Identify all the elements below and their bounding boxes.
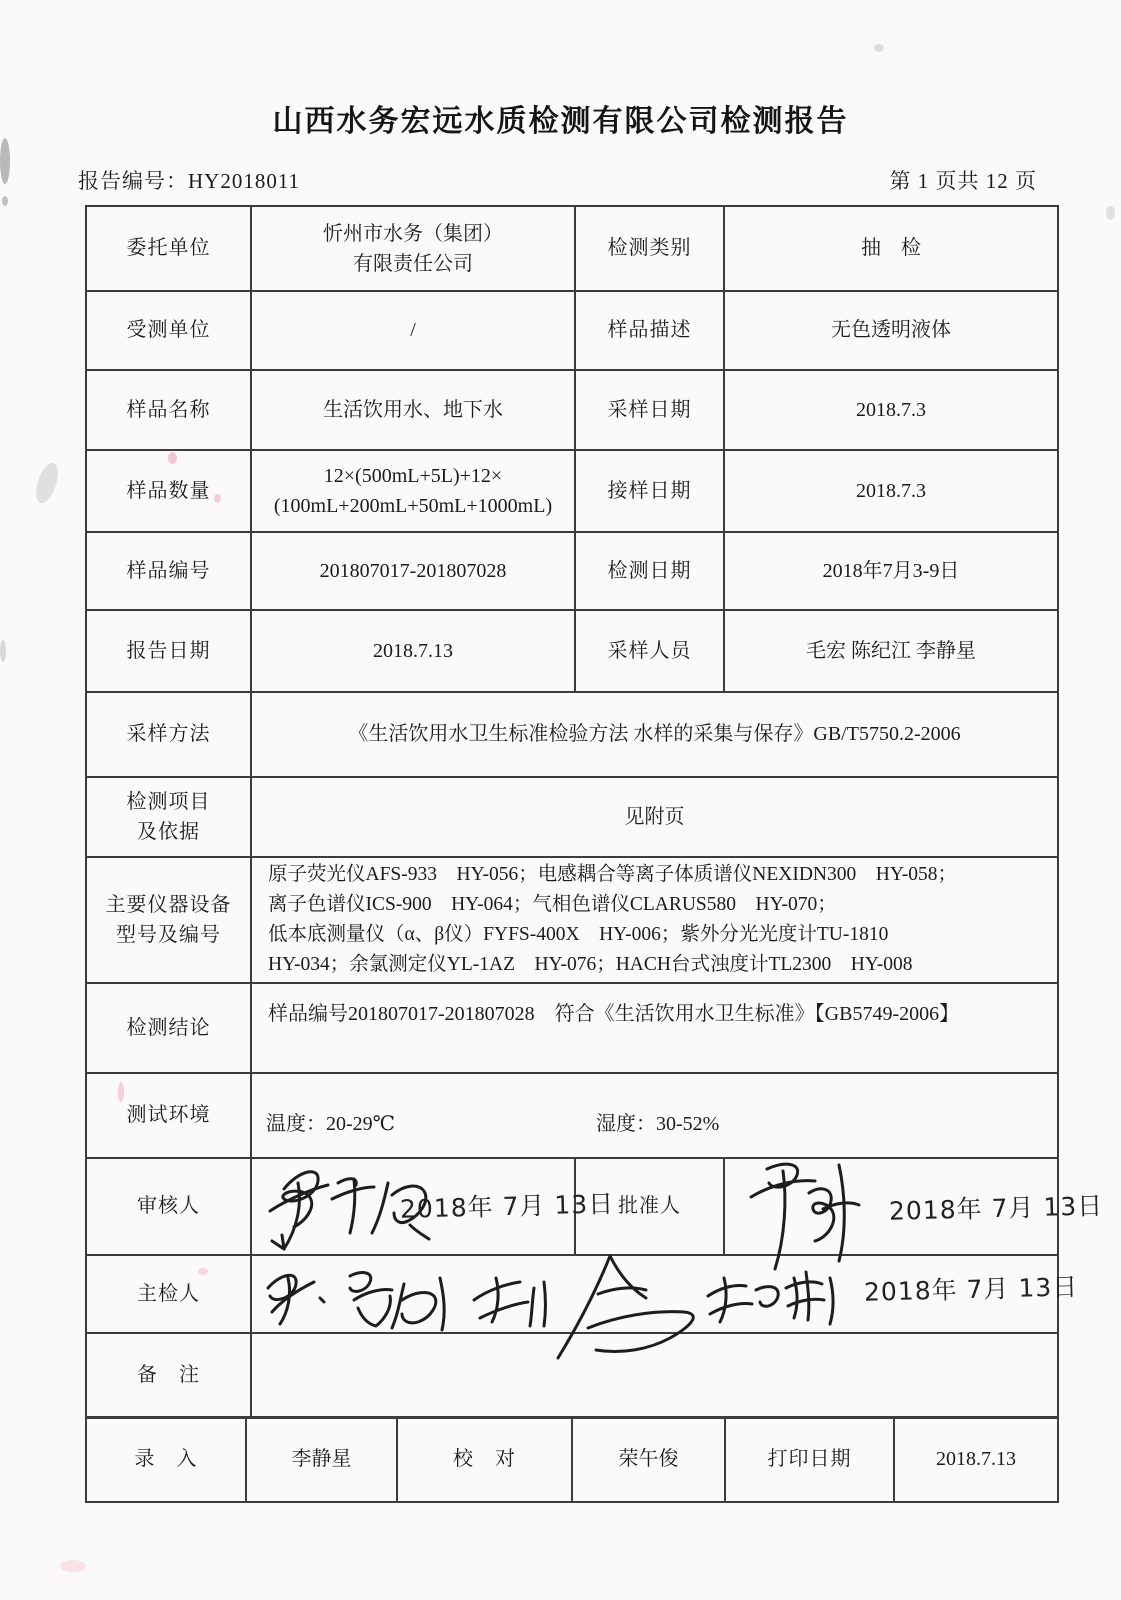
cell-sample-desc-label: 样品描述 xyxy=(575,291,724,370)
inspector-date: 2018年 7月 13日 xyxy=(863,1272,1079,1307)
cell-equipment-label: 主要仪器设备 型号及编号 xyxy=(86,857,251,983)
cell-equipment-value: 原子荧光仪AFS-933 HY-056；电感耦合等离子体质谱仪NEXIDN300 HY-058； 离子色谱仪ICS-900 HY-064；气相色谱仪CLARUS580 HY-070； 低本底测量仪（α、β仪）FYFS-400X HY-006；紫外分光光度计TU-1810 HY-034；余氯测定仪YL-1AZ HY-076；HACH台式浊度计TL2300 HY-008 xyxy=(251,857,1058,983)
report-footer-table xyxy=(85,1416,1059,1503)
cell-remarks-value xyxy=(251,1333,1058,1418)
cell-entrust-value: 忻州市水务（集团） 有限责任公司 xyxy=(251,206,575,291)
table-row xyxy=(86,777,1058,857)
cell-test-category-value: 抽 检 xyxy=(724,206,1058,291)
table-row xyxy=(86,1333,1058,1418)
cell-test-date-value: 2018年7月3-9日 xyxy=(724,532,1058,610)
reviewer-date: 2018年 7月 13日 xyxy=(399,1189,615,1224)
cell-sampling-date-label: 采样日期 xyxy=(575,370,724,450)
cell-reviewer-label: 审核人 xyxy=(86,1158,251,1255)
page-title: 山西水务宏远水质检测有限公司检测报告 xyxy=(272,105,849,138)
cell-entry-label: 录 入 xyxy=(86,1417,246,1502)
table-row xyxy=(86,983,1058,1073)
cell-proofread-label: 校 对 xyxy=(397,1417,572,1502)
environment-humidity: 湿度：30-52% xyxy=(596,1113,720,1135)
table-row xyxy=(86,370,1058,450)
table-row xyxy=(86,1417,1058,1502)
table-row xyxy=(86,1255,1058,1333)
cell-conclusion-value: 样品编号201807017-201807028 符合《生活饮用水卫生标准》【GB5749-2006】 xyxy=(251,983,1058,1073)
cell-approver-signature xyxy=(724,1158,1104,1255)
cell-remarks-label: 备 注 xyxy=(86,1333,251,1418)
cell-test-items-label: 检测项目 及依据 xyxy=(86,777,251,857)
cell-sample-name-value: 生活饮用水、地下水 xyxy=(251,370,575,450)
cell-sampling-date-value: 2018.7.3 xyxy=(724,370,1058,450)
report-number: 报告编号：HY2018011 xyxy=(78,169,301,193)
scan-artifact xyxy=(1106,206,1115,220)
cell-sample-qty-value: 12×(500mL+5L)+12× (100mL+200mL+50mL+1000mL) xyxy=(251,450,575,532)
cell-report-date-label: 报告日期 xyxy=(86,610,251,692)
approver-date: 2018年 7月 13日 xyxy=(888,1191,1104,1226)
scan-artifact xyxy=(0,640,6,662)
report-meta xyxy=(78,166,1037,194)
cell-environment-label: 测试环境 xyxy=(86,1073,251,1158)
table-row xyxy=(86,291,1058,370)
table-row xyxy=(86,692,1058,777)
cell-tested-unit-label: 受测单位 xyxy=(86,291,251,370)
cell-sample-desc-value: 无色透明液体 xyxy=(724,291,1058,370)
cell-print-date-label: 打印日期 xyxy=(725,1417,894,1502)
cell-print-date-value: 2018.7.13 xyxy=(894,1417,1058,1502)
environment-temperature: 温度：20-29℃ xyxy=(266,1113,396,1135)
cell-sample-no-label: 样品编号 xyxy=(86,532,251,610)
cell-receive-date-value: 2018.7.3 xyxy=(724,450,1058,532)
cell-test-date-label: 检测日期 xyxy=(575,532,724,610)
page-indicator: 第 1 页共 12 页 xyxy=(889,169,1037,193)
cell-samplers-label: 采样人员 xyxy=(575,610,724,692)
table-row xyxy=(86,532,1058,610)
scan-artifact xyxy=(874,44,884,52)
cell-test-category-label: 检测类别 xyxy=(575,206,724,291)
report-table xyxy=(85,205,1104,1419)
cell-conclusion-label: 检测结论 xyxy=(86,983,251,1073)
cell-sampling-method-value: 《生活饮用水卫生标准检验方法 水样的采集与保存》GB/T5750.2-2006 xyxy=(251,692,1058,777)
table-row xyxy=(86,206,1058,291)
cell-sampling-method-label: 采样方法 xyxy=(86,692,251,777)
cell-inspector-signatures xyxy=(251,1255,1079,1333)
cell-sample-name-label: 样品名称 xyxy=(86,370,251,450)
cell-entry-value: 李静星 xyxy=(246,1417,397,1502)
table-row xyxy=(86,1158,1058,1255)
cell-sample-no-value: 201807017-201807028 xyxy=(251,532,575,610)
scan-artifact xyxy=(2,196,8,206)
cell-test-items-value: 见附页 xyxy=(251,777,1058,857)
cell-approver-label: 批准人 xyxy=(575,1158,724,1255)
table-row xyxy=(86,1073,1058,1158)
cell-inspector-label: 主检人 xyxy=(86,1255,251,1333)
scan-artifact xyxy=(60,1560,86,1572)
cell-report-date-value: 2018.7.13 xyxy=(251,610,575,692)
scan-artifact xyxy=(32,460,62,506)
scan-artifact xyxy=(0,138,10,184)
cell-proofread-value: 荣午俊 xyxy=(572,1417,725,1502)
cell-environment-value xyxy=(251,1073,1058,1158)
table-row xyxy=(86,610,1058,692)
cell-tested-unit-value: / xyxy=(251,291,575,370)
cell-receive-date-label: 接样日期 xyxy=(575,450,724,532)
cell-entrust-label: 委托单位 xyxy=(86,206,251,291)
table-row xyxy=(86,450,1058,532)
table-row xyxy=(86,857,1058,983)
cell-sample-qty-label: 样品数量 xyxy=(86,450,251,532)
cell-reviewer-signature xyxy=(251,1158,615,1255)
cell-samplers-value: 毛宏 陈纪江 李静星 xyxy=(724,610,1058,692)
